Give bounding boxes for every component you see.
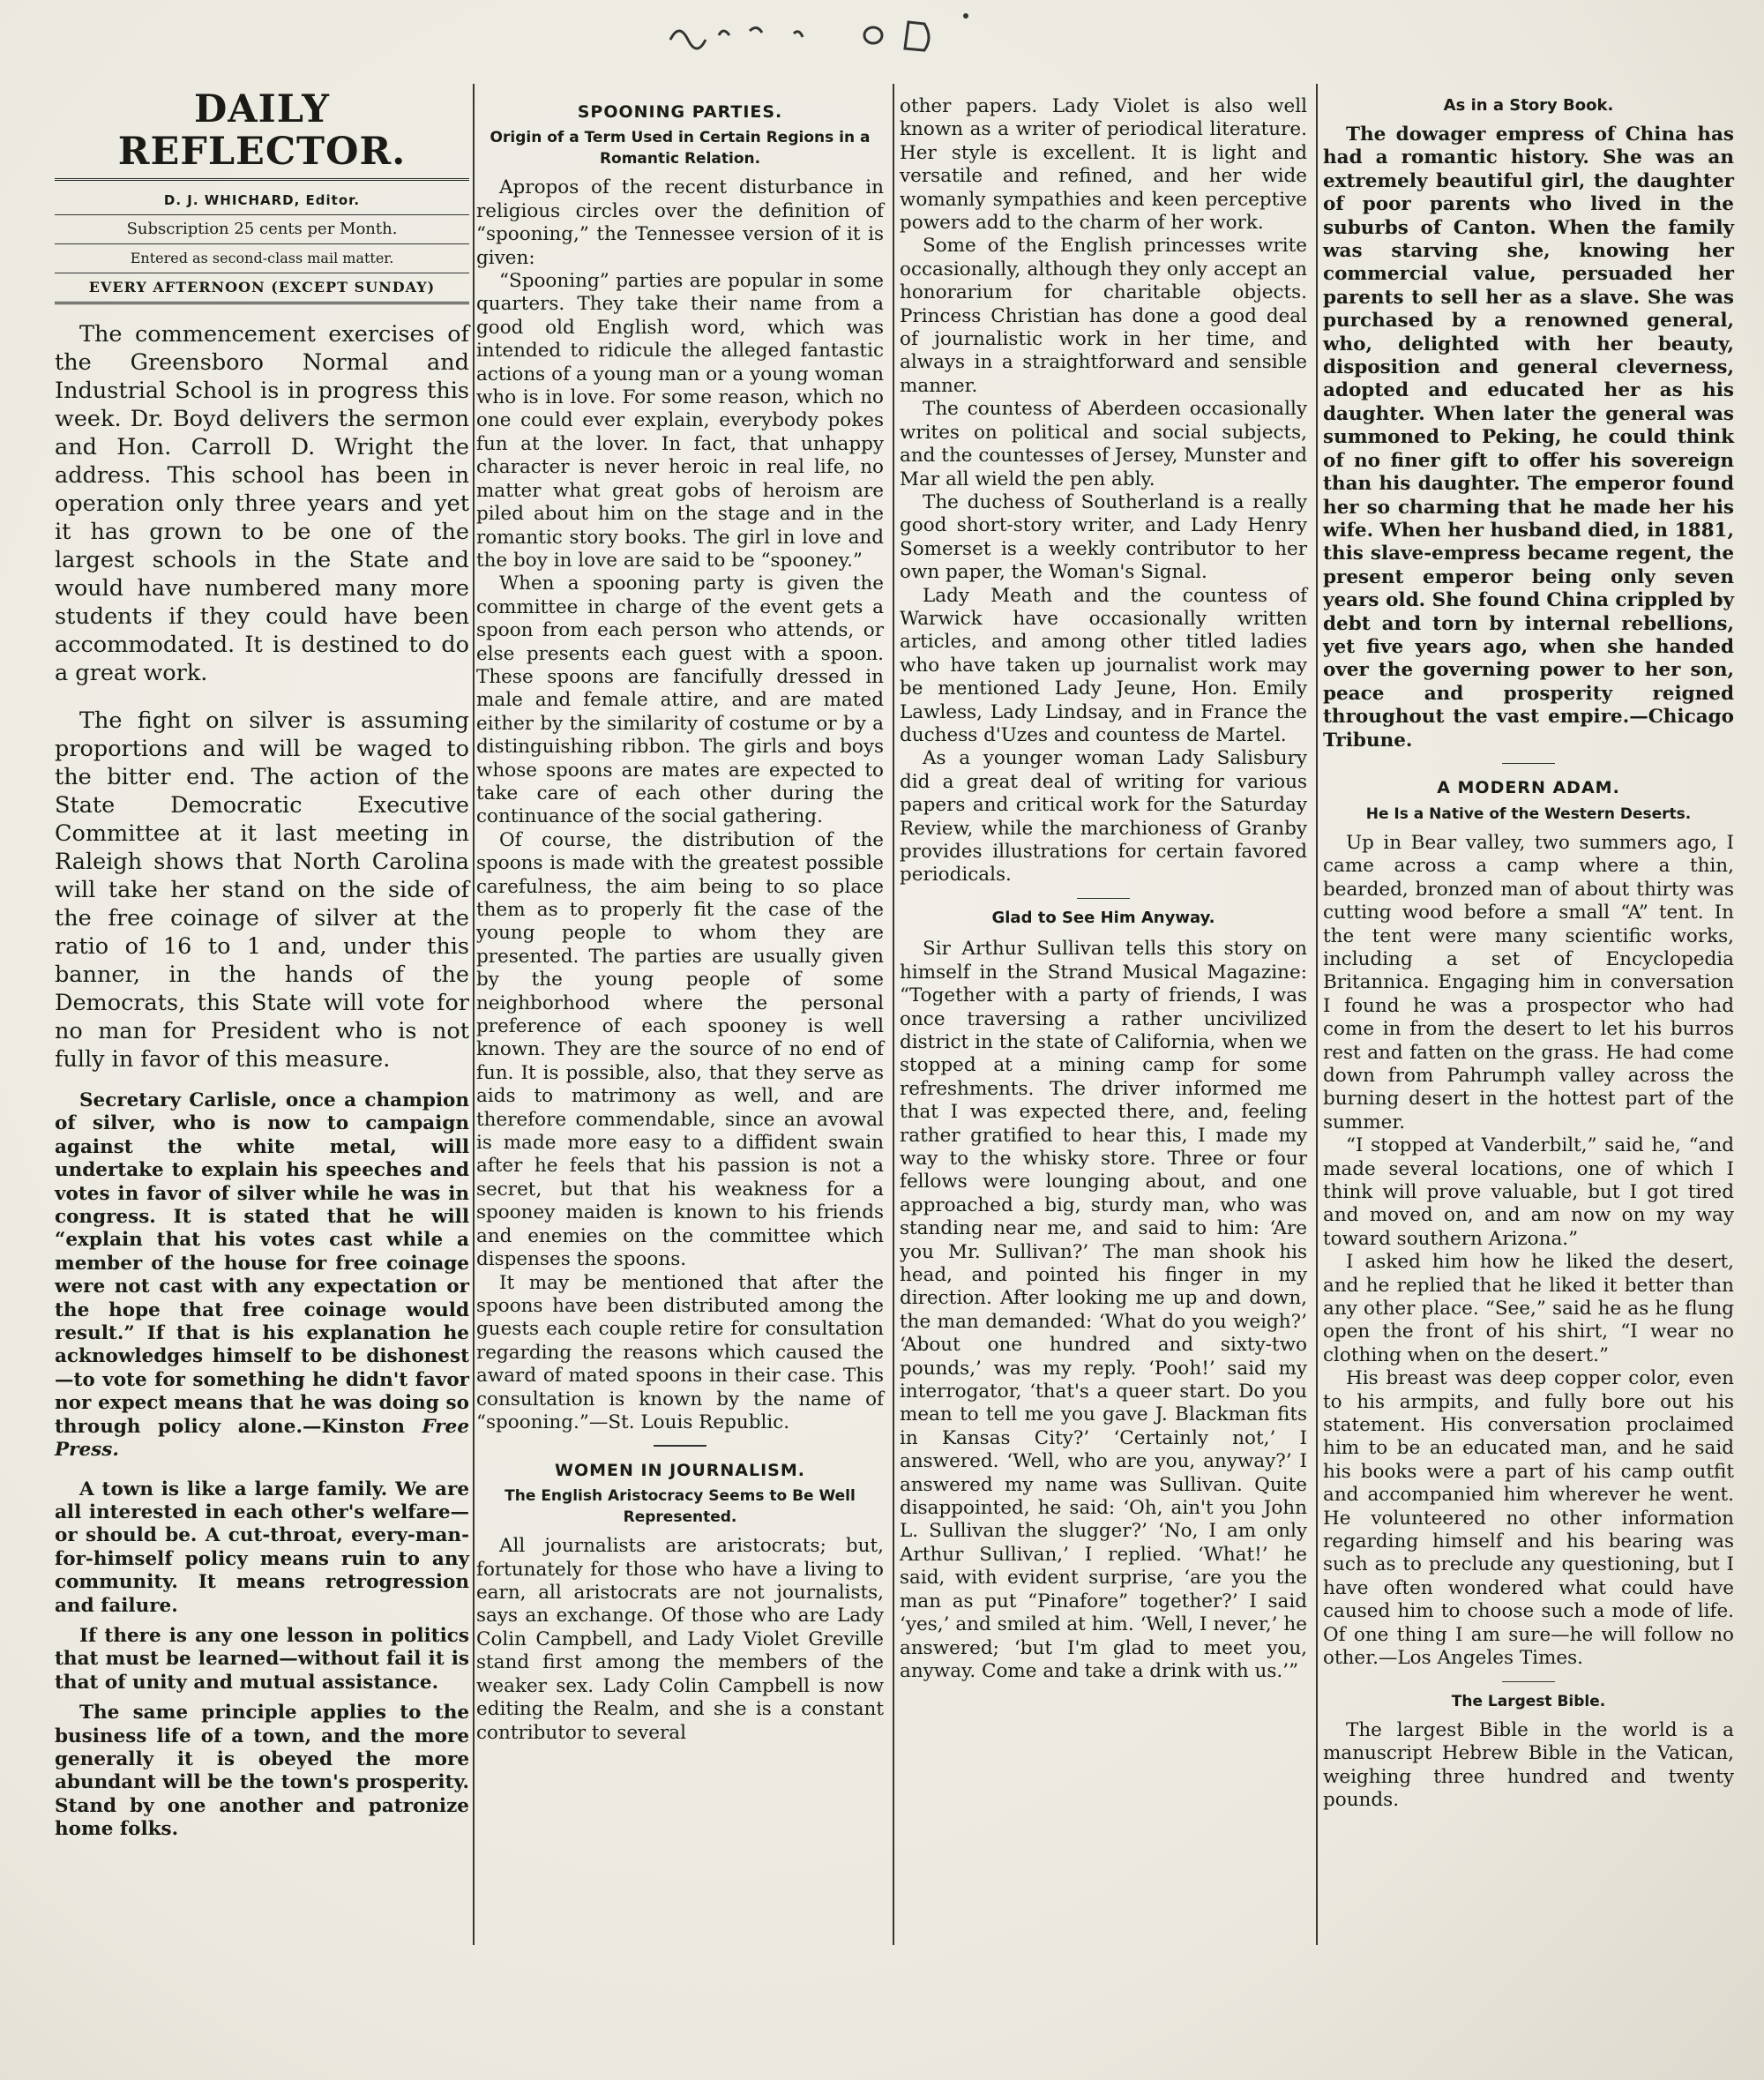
article-paragraph: Of course, the distribution of the spoons is made with the greatest possible carefulness, the aim being to so place them as to properly fit the case of the young people to whom they are presented. The parties are usually given by the young people of some neighborhood where the personal preference of each spooney is well known. They are the source of no end of fun. It is possible, also, that they serve as aids to matrimony as well, and are therefore commendable, since an avowal is made more easy to a diffident swain after he feels that his passion is not a secret, but that his weakness for a spooney maiden is known to his friends and enemies on the committee which dispenses the spoons. (476, 828, 884, 1271)
article-subheadline: The English Aristocracy Seems to Be Well Represented. (505, 1487, 856, 1527)
editorial-paragraph: The fight on silver is assuming proportions and will be waged to the bitter end. The action of the State Democratic Executive Committee at it last meeting in Raleigh shows that North Carolina will take her stand on the side of the free coinage of silver at the ratio of 16 to 1 and, under this banner, in the hands of the Democrats, this State will vote for no man for President who is not fully in favor of this measure. (55, 707, 469, 1073)
article-paragraph: The countess of Aberdeen occasionally writes on political and social subjects, and the countesses of Jersey, Munster and Mar all wield the pen ably. (900, 398, 1307, 490)
article-paragraph: Lady Meath and the countess of Warwick have occasionally written articles, and among other titled ladies who have taken up journalist work may be mentioned Lady Jeune, Hon. Emily Lawless, Lady Lindsay, and in France the duchess d'Uzes and countess de Martel. (900, 584, 1307, 746)
section-divider (654, 1445, 706, 1447)
editorial-paragraph: The same principle applies to the business life of a town, and the more generally it is obeyed the more abundant will be the town's prosperity. Stand by one another and patronize home folks. (55, 1702, 469, 1841)
article-paragraph: When a spooning party is given the committee in charge of the event gets a spoon from each person who attends, or else presents each guest with a spoon. These spoons are fancifully dressed in male and female attire, and are mated either by the similarity of costume or by a distinguishing ribbon. The girls and boys whose spoons are mates are expected to take care of each other during the continuance of the social gathering. (476, 572, 884, 828)
masthead-title: DAILY REFLECTOR. (55, 88, 469, 181)
column-3 (900, 88, 1307, 1683)
article-paragraph: Apropos of the recent disturbance in religious circles over the definition of “spooning,” the Tennessee version of it is given: (476, 176, 884, 269)
editorial-paragraph: The commencement exercises of the Greensboro Normal and Industrial School is in progress this week. Dr. Boyd delivers the sermon and Hon. Carroll D. Wright the address. This school has been in operation only three years and yet it has grown to be one of the largest schools in the State and would have numbered many more students if they could have been accommodated. It is destined to do a great work. (55, 321, 469, 686)
section-divider (1502, 763, 1555, 765)
article-paragraph: Sir Arthur Sullivan tells this story on himself in the Strand Musical Magazine: “Together with a party of friends, I was once traversing a rather uncivilized district in the state of California, when we stopped at a mining camp for some refreshments. The driver informed me that I was expected there, and, feeling rather gratified to hear this, I made my way to the whisky store. Three or four fellows were lounging about, and one approached a big, sturdy man, who was standing near me, and said to him: ‘Are you Mr. Sullivan?’ The man shook his head, and pointed his finger in my direction. After looking me up and down, the man demanded: ‘What do you weigh?’ ‘About one hundred and sixty-two pounds,’ was my reply. ‘Pooh!’ said my interrogator, ‘that's a queer start. Do you mean to tell me you gave J. Blackman fits in Kansas City?’ ‘Certainly not,’ I answered. ‘Well, who are you, anyway?’ I answered my name was Sullivan. Quite disappointed, he said: ‘Oh, ain't you John L. Sullivan the slugger?’ ‘No, I am only Arthur Sullivan,’ I replied. ‘What!’ he said, with evident surprise, ‘are you the man as put “Pinafore” together?’ I said ‘yes,’ and smiled at him. ‘Well, I never,’ he answered; ‘but I'm glad to meet you, anyway. Come and take a drink with us.’” (900, 938, 1307, 1682)
article-headline: As in a Story Book. (1443, 96, 1614, 115)
masthead-entered: Entered as second-class mail matter. (55, 244, 469, 273)
editorial-paragraph: If there is any one lesson in politics that must be learned—without fail it is that of unity and mutual assistance. (55, 1624, 469, 1694)
article-subheadline: Origin of a Term Used in Certain Regions in a Romantic Relation. (490, 129, 871, 168)
article-paragraph: Up in Bear valley, two summers ago, I came across a camp where a thin, bearded, bronzed man of about thirty was cutting wood before a small “A” tent. In the tent were many scientific works, including a set of Encyclopedia Britannica. Engaging him in conversation I found he was a prospector who had come in from the desert to let his burros rest and fatten on the grass. He had come down from Pahrumph valley across the burning desert in the hottest part of the summer. (1323, 831, 1734, 1134)
masthead-schedule: EVERY AFTERNOON (EXCEPT SUNDAY) (55, 273, 469, 304)
section-divider (1077, 898, 1130, 900)
article-paragraph: other papers. Lady Violet is also well known as a writer of periodical literature. Her style is excellent. It is light and versatile and refined, and her wide womanly sympathies and keen perceptive powers add to the charm of her work. (900, 95, 1307, 235)
editorial-paragraph: A town is like a large family. We are all interested in each other's welfare—or should be. A cut-throat, every-man-for-himself policy means ruin to any community. It means retrogression and failure. (55, 1478, 469, 1617)
article-headline: SPOONING PARTIES. (577, 102, 783, 122)
article-paragraph: As a younger woman Lady Salisbury did a great deal of writing for various papers and critical work for the Saturday Review, while the marchioness of Granby provides illustrations for certain favored periodicals. (900, 747, 1307, 887)
column-1 (55, 88, 469, 1842)
column-rule (473, 84, 475, 1945)
column-2 (476, 88, 884, 1745)
column-rule (1316, 84, 1318, 1945)
article-paragraph: His breast was deep copper color, even to his armpits, and fully bore out his statement. His conversation proclaimed him to be an educated man, and he said his books were a part of his camp outfit and accompanied him wherever he went. He volunteered no other information regarding himself and his bearing was such as to preclude any questioning, but I have often wondered what could have caused him to choose such a mode of life. Of one thing I am sure—he will follow no other.—Los Angeles Times. (1323, 1367, 1734, 1670)
article-paragraph: “I stopped at Vanderbilt,” said he, “and made several locations, one of which I think will prove valuable, but I got tired and moved on, and am now on my way toward southern Arizona.” (1323, 1134, 1734, 1250)
article-headline: The Largest Bible. (1451, 1693, 1606, 1710)
masthead-subscription: Subscription 25 cents per Month. (55, 215, 469, 244)
article-paragraph: All journalists are aristocrats; but, fortunately for those who have a living to earn, all aristocrats are not journalists, says an exchange. Of those who are Lady Colin Campbell, and Lady Violet Greville stand first among the members of the weaker sex. Lady Colin Campbell is now editing the Realm, and she is a constant contributor to several (476, 1535, 884, 1744)
article-paragraph: Some of the English princesses write occasionally, although they only accept an honorarium for charitable objects. Princess Christian has done a good deal of journalistic work in her time, and always in a straightforward and sensible manner. (900, 235, 1307, 397)
editorial-paragraph (55, 1089, 469, 1463)
column-4 (1323, 88, 1734, 1813)
article-subheadline: He Is a Native of the Western Deserts. (1365, 804, 1692, 823)
article-paragraph: The duchess of Southerland is a really good short-story writer, and Lady Henry Somerset is a weekly contributor to her own paper, the Woman's Signal. (900, 490, 1307, 584)
article-paragraph: I asked him how he liked the desert, and he replied that he liked it better than any other place. “See,” said he as he flung open the front of his shirt, “I wear no clothing when on the desert.” (1323, 1251, 1734, 1366)
article-paragraph: It may be mentioned that after the spoons have been distributed among the guests each couple retire for consultation regarding the reasons which caused the award of mated spoons in their case. This consultation is known by the name of “spooning.”—St. Louis Republic. (476, 1271, 884, 1433)
section-divider (1502, 1681, 1555, 1683)
article-paragraph: The largest Bible in the world is a manuscript Hebrew Bible in the Vatican, weighing three hundred and twenty pounds. (1323, 1719, 1734, 1812)
paragraph-text: Secretary Carlisle, once a champion of silver, who is now to campaign against the white metal, will undertake to explain his speeches and votes in favor of silver while he was in congress. It is stated that he will “explain that his votes cast while a member of the house for free coinage were not cast with any expectation or the hope that free coinage would result.” If that is his explanation he acknowledges himself to be dishonest—to vote for something he didn't favor nor expect means that he was doing so through policy alone.—Kinston (55, 1089, 469, 1438)
article-paragraph: The dowager empress of China has had a romantic history. She was an extremely beautiful girl, the daughter of poor parents who lived in the suburbs of Canton. When the family was starving she, knowing her commercial value, persuaded her parents to sell her as a slave. She was purchased by a renowned general, who, delighted with her beauty, disposition and general cleverness, adopted and educated her as his daughter. When later the general was summoned to Peking, he could think of no finer gift to offer his sovereign than his daughter. The emperor found her so charming that he made her his wife. When her husband died, in 1881, this slave-empress became regent, the present emperor being only seven years old. She found China crippled by debt and torn by internal rebellions, yet five years ago, when she handed over the governing power to her son, peace and prosperity reigned throughout the vast empire.—Chicago Tribune. (1323, 123, 1734, 752)
article-headline: A MODERN ADAM. (1437, 778, 1620, 798)
handwritten-scribble (635, 9, 1076, 62)
article-paragraph: “Spooning” parties are popular in some quarters. They take their name from a good old English word, which was intended to ridicule the alleged fantastic actions of a young man or a young woman who is in love. For some reason, which no one could ever explain, everybody pokes fun at the lover. In fact, that unhappy character is never heroic in real life, no matter what great gobs of heroism are piled about him on the stage and in the romantic story books. The girl in love and the boy in love are said to be “spooney.” (476, 270, 884, 572)
article-headline: Glad to See Him Anyway. (991, 909, 1215, 928)
masthead-editor: D. J. WHICHARD, Editor. (55, 186, 469, 215)
source-credit: Free Press. (55, 1415, 469, 1462)
article-headline: WOMEN IN JOURNALISM. (555, 1460, 805, 1480)
column-rule (893, 84, 894, 1945)
